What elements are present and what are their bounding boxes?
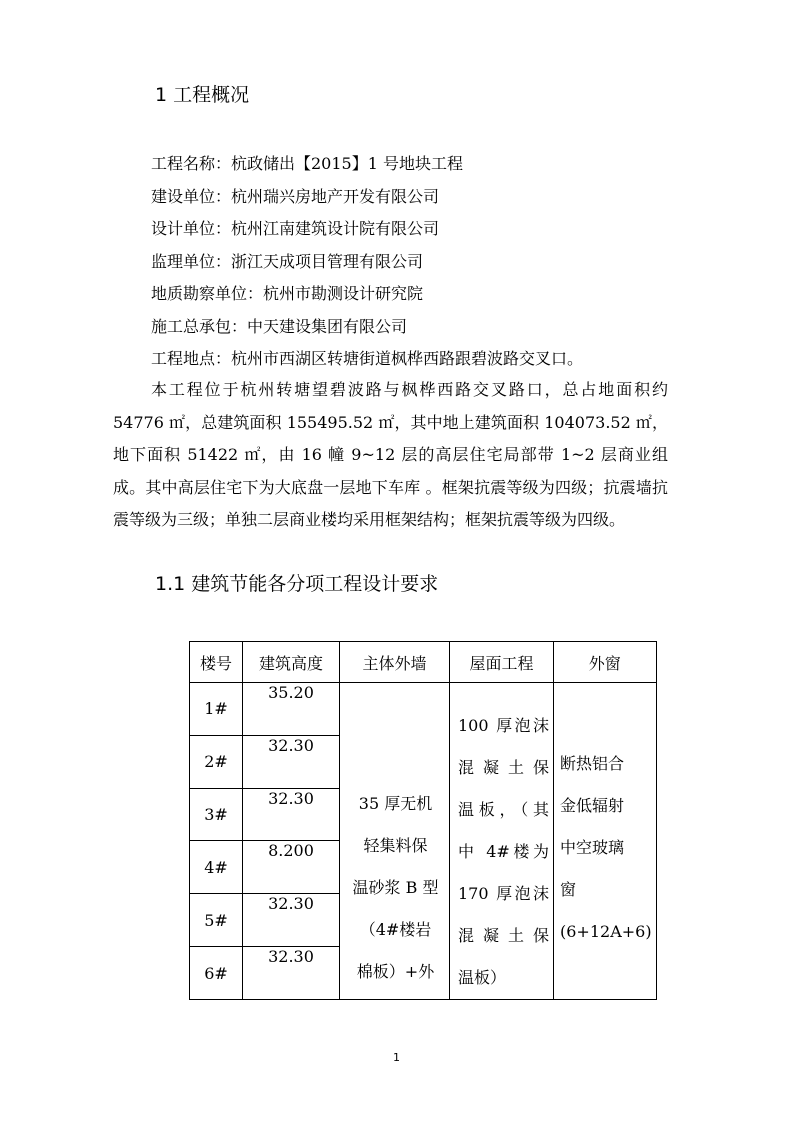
overview-paragraph-block [113, 374, 668, 537]
window-text-line: 中空玻璃 [560, 838, 625, 857]
section-heading-energy-design: 1.1 建筑节能各分项工程设计要求 [155, 573, 439, 595]
window-text-line: 窗 [560, 880, 577, 899]
project-name-line: 工程名称：杭政储出【2015】1 号地块工程 [151, 154, 463, 173]
exterior-window-cell [554, 683, 657, 1000]
designer-line: 设计单位：杭州江南建筑设计院有限公司 [151, 219, 440, 238]
wall-text-line: 35 厚无机 [358, 794, 433, 813]
project-info-list [151, 152, 583, 380]
overview-paragraph: 本工程位于杭州转塘望碧波路与枫桦西路交叉路口，总占地面积约 54776 ㎡，总建筑面积 155495.52 ㎡，其中地上建筑面积 104073.52 ㎡，地下面积 51422 ㎡，由 16 幢 9~12 层的高层住宅局部带 1~2 层商业组成。其中高层住宅下为大底盘一层地下车库 。框架抗震等级为四级；抗震墙抗震等级为三级；单独二层商业楼均采用框架结构；框架抗震等级为四级。 [113, 380, 668, 529]
building-height-cell: 32.30 [243, 947, 340, 1000]
wall-text-line: 温砂浆 B 型 [352, 878, 439, 897]
building-height-cell: 32.30 [243, 788, 340, 841]
building-height-cell: 32.30 [243, 735, 340, 788]
window-text-line: 金低辐射 [560, 796, 625, 815]
building-no-cell: 3# [190, 788, 243, 841]
geological-survey-line: 地质勘察单位：杭州市勘测设计研究院 [151, 284, 424, 303]
section-heading-overview: 1 工程概况 [155, 84, 250, 106]
header-roof-work: 屋面工程 [450, 642, 554, 683]
building-no-cell: 2# [190, 735, 243, 788]
header-building-no: 楼号 [190, 642, 243, 683]
wall-text-line: 棉板）+外 [356, 962, 435, 981]
building-no-cell: 1# [190, 683, 243, 736]
table-header-row [190, 642, 657, 683]
project-location-line: 工程地点：杭州市西湖区转塘街道枫桦西路跟碧波路交叉口。 [151, 349, 584, 368]
wall-text-line: （4#楼岩 [359, 920, 432, 939]
building-no-cell: 4# [190, 841, 243, 894]
header-exterior-window: 外窗 [554, 642, 657, 683]
window-text-line: 断热铝合 [560, 754, 625, 773]
energy-design-table [189, 641, 657, 1000]
exterior-wall-cell [340, 683, 450, 1000]
wall-text-line: 轻集料保 [363, 836, 428, 855]
table-row [190, 683, 657, 736]
building-no-cell: 6# [190, 947, 243, 1000]
building-height-cell: 32.30 [243, 894, 340, 947]
building-height-cell: 35.20 [243, 683, 340, 736]
roof-text-line: 170 厚泡沫 [458, 884, 549, 903]
roof-text-line: 温板，（其 [458, 800, 549, 819]
roof-text-line: 中 4#楼为 [458, 842, 549, 861]
roof-text-line: 混 凝 土 保 [458, 758, 549, 777]
roof-work-cell [450, 683, 554, 1000]
general-contractor-line: 施工总承包：中天建设集团有限公司 [151, 316, 408, 336]
roof-text-line: 温板） [458, 968, 507, 987]
page-number: 1 [393, 1051, 400, 1064]
header-exterior-wall: 主体外墙 [340, 642, 450, 683]
supervisor-line: 监理单位：浙江天成项目管理有限公司 [151, 251, 424, 271]
window-text-line: (6+12A+6) [560, 922, 652, 941]
roof-text-line: 100 厚泡沫 [458, 716, 549, 735]
building-height-cell: 8.200 [243, 841, 340, 894]
roof-text-line: 混 凝 土 保 [458, 926, 549, 945]
developer-line: 建设单位：杭州瑞兴房地产开发有限公司 [151, 186, 440, 206]
building-no-cell: 5# [190, 894, 243, 947]
header-building-height: 建筑高度 [243, 642, 340, 683]
